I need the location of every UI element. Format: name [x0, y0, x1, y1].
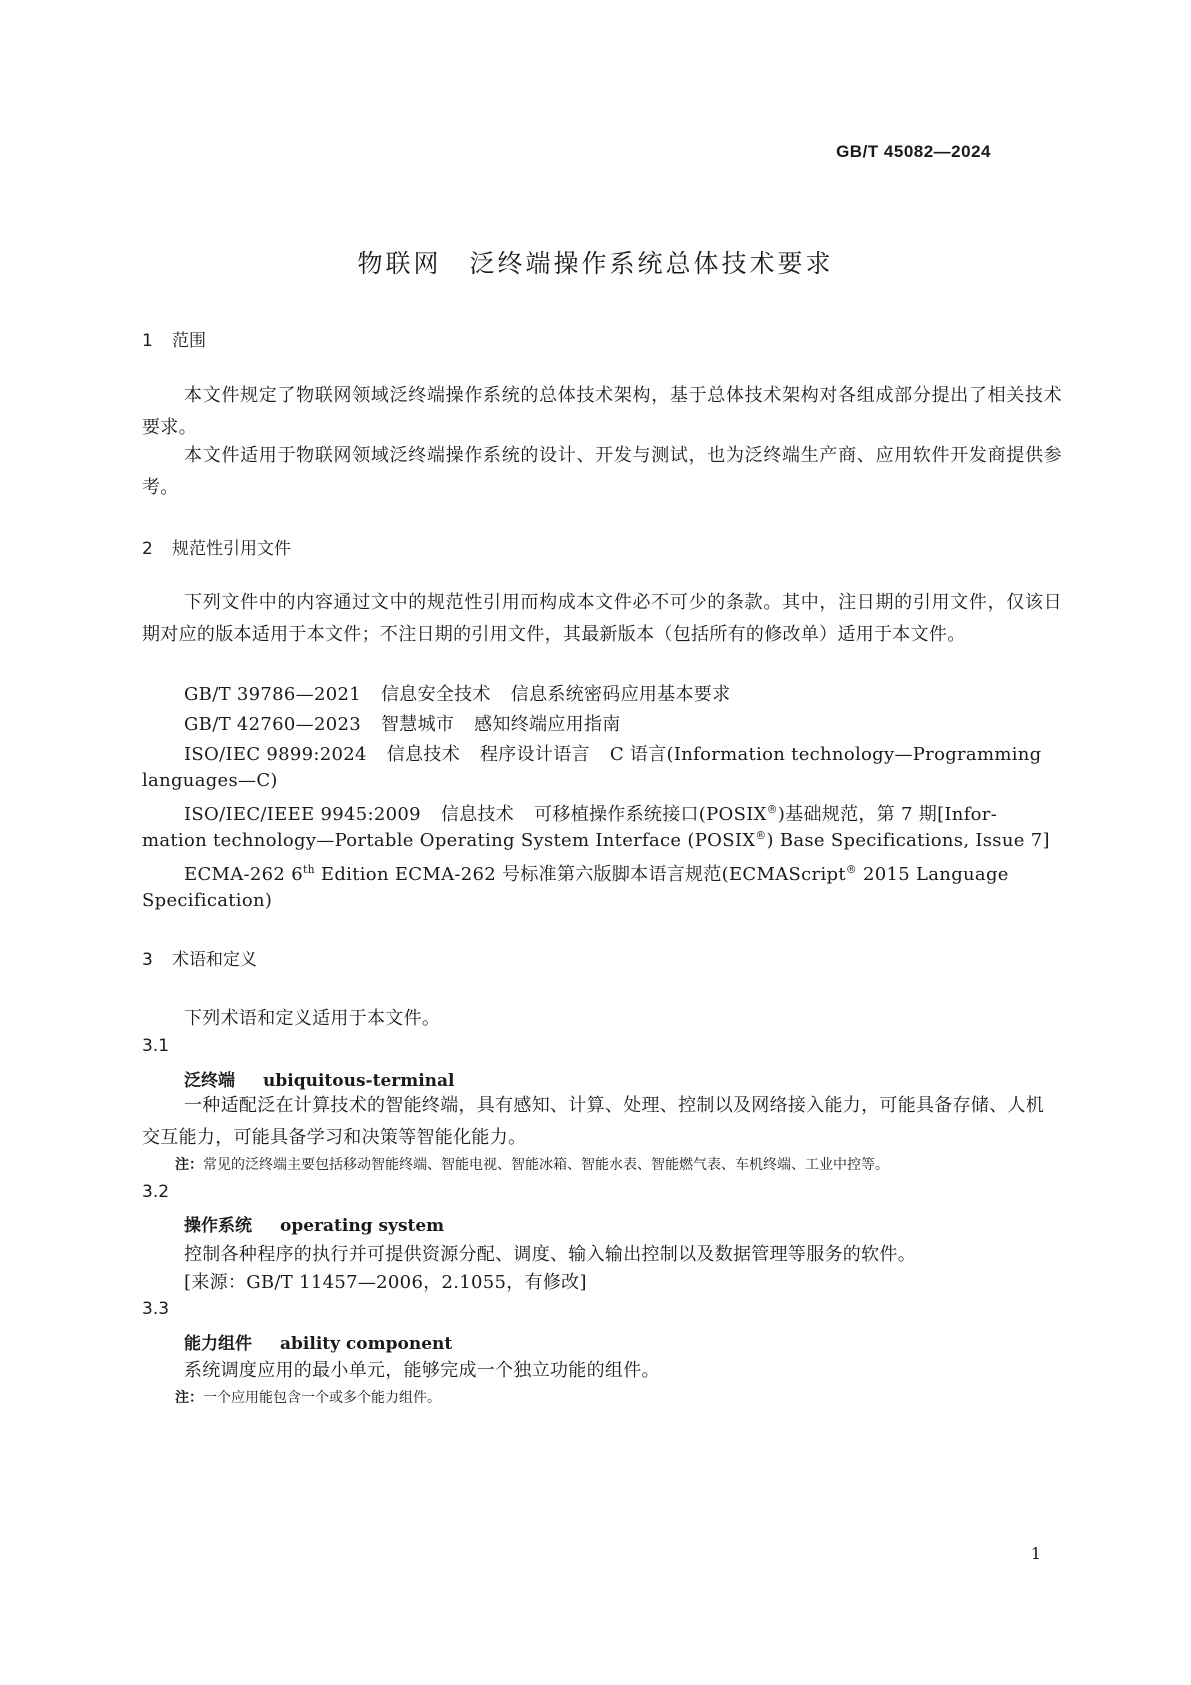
reference-title: 信息安全技术 [380, 684, 491, 705]
reference-subtitle: 可移植操作系统接口(POSIX [534, 804, 767, 825]
reference-line: mation technology—Portable Operating System Interface (POSIX [142, 830, 756, 851]
term-note [175, 1154, 889, 1174]
reference-code: GB/T 42760—2023 [184, 714, 361, 735]
term-en: operating system [280, 1216, 445, 1236]
note-text: 常见的泛终端主要包括移动智能终端、智能电视、智能冰箱、智能水表、智能燃气表、车机终端、工业中控等。 [203, 1157, 889, 1173]
reference-subtitle-2: )基础规范，第 7 期[Infor- [777, 804, 998, 825]
reference-title: 信息技术 [386, 744, 460, 765]
reference-code: GB/T 39786—2021 [184, 684, 361, 705]
section-number: 1 [142, 331, 153, 351]
reference-subtitle: 2015 Language [856, 864, 1009, 885]
reference-4-continued [142, 830, 1050, 851]
section-1-heading [142, 326, 206, 351]
reference-code: ISO/IEC 9899:2024 [184, 744, 367, 765]
reference-title: Edition ECMA-262 号标准第六版脚本语言规范(ECMAScript [314, 864, 846, 885]
reference-subtitle: 程序设计语言 [480, 744, 590, 765]
term-source: [来源：GB/T 11457—2006，2.1055，有修改] [184, 1272, 587, 1293]
registered-mark: ® [766, 803, 778, 816]
standard-number: GB/T 45082—2024 [836, 142, 991, 161]
note-text: 一个应用能包含一个或多个能力组件。 [203, 1390, 441, 1406]
reference-subtitle-2: C 语言(Information technology—Programming [609, 744, 1042, 765]
section-title: 范围 [172, 331, 206, 351]
title-part2: 泛终端操作系统总体技术要求 [469, 249, 834, 278]
reference-3 [184, 740, 1041, 766]
page-number: 1 [1030, 1544, 1041, 1563]
reference-subtitle: 信息系统密码应用基本要求 [510, 684, 731, 705]
term-number: 3.2 [142, 1182, 170, 1202]
note-label: 注： [175, 1390, 203, 1406]
term-heading [184, 1329, 452, 1354]
section-3-intro: 下列术语和定义适用于本文件。 [184, 1008, 441, 1029]
section-title: 规范性引用文件 [172, 539, 291, 559]
section-title: 术语和定义 [172, 950, 257, 970]
term-definition: 控制各种程序的执行并可提供资源分配、调度、输入输出控制以及数据管理等服务的软件。 [184, 1244, 916, 1265]
reference-5-continued: Specification) [142, 890, 273, 911]
section-number: 2 [142, 539, 153, 559]
term-note [175, 1387, 441, 1407]
reference-title: 智慧城市 [380, 714, 455, 735]
reference-4 [184, 800, 997, 826]
term-en: ability component [280, 1334, 453, 1354]
registered-mark: ® [755, 829, 767, 842]
reference-1 [184, 680, 730, 706]
reference-5 [184, 860, 1009, 886]
section-3-heading [142, 945, 257, 970]
note-label: 注： [175, 1157, 203, 1173]
section-number: 3 [142, 950, 153, 970]
title-part1: 物联网 [357, 249, 442, 278]
reference-code: ISO/IEC/IEEE 9945:2009 [184, 804, 421, 825]
term-number: 3.3 [142, 1299, 170, 1319]
reference-subtitle: 感知终端应用指南 [474, 714, 621, 735]
reference-title: 信息技术 [440, 804, 515, 825]
section-1-paragraph-2: 本文件适用于物联网领域泛终端操作系统的设计、开发与测试，也为泛终端生产商、应用软件开发商提供参考。 [142, 445, 1062, 498]
section-2-intro: 下列文件中的内容通过文中的规范性引用而构成本文件必不可少的条款。其中，注日期的引用文件，仅该日期对应的版本适用于本文件；不注日期的引用文件，其最新版本（包括所有的修改单）适用于本文件。 [142, 592, 1062, 645]
section-2-heading [142, 534, 291, 559]
reference-code: ECMA-262 6 [184, 864, 303, 885]
document-title [0, 244, 1191, 280]
registered-mark: ® [845, 863, 857, 876]
reference-2 [184, 710, 621, 736]
term-en: ubiquitous-terminal [263, 1071, 455, 1091]
term-definition: 一种适配泛在计算技术的智能终端，具有感知、计算、处理、控制以及网络接入能力，可能具备存储、人机交互能力，可能具备学习和决策等智能化能力。 [142, 1095, 1045, 1148]
term-zh: 操作系统 [184, 1216, 252, 1236]
term-heading [184, 1211, 444, 1236]
ordinal-suffix: th [302, 863, 315, 876]
term-definition: 系统调度应用的最小单元，能够完成一个独立功能的组件。 [184, 1360, 660, 1381]
section-1-paragraph-1: 本文件规定了物联网领域泛终端操作系统的总体技术架构，基于总体技术架构对各组成部分提出了相关技术要求。 [142, 385, 1062, 438]
term-zh: 能力组件 [184, 1334, 252, 1354]
reference-3-continued: languages—C) [142, 770, 278, 791]
term-zh: 泛终端 [184, 1071, 235, 1091]
term-number: 3.1 [142, 1036, 170, 1056]
term-heading [184, 1066, 455, 1091]
reference-line-2: ) Base Specifications, Issue 7] [766, 830, 1050, 851]
